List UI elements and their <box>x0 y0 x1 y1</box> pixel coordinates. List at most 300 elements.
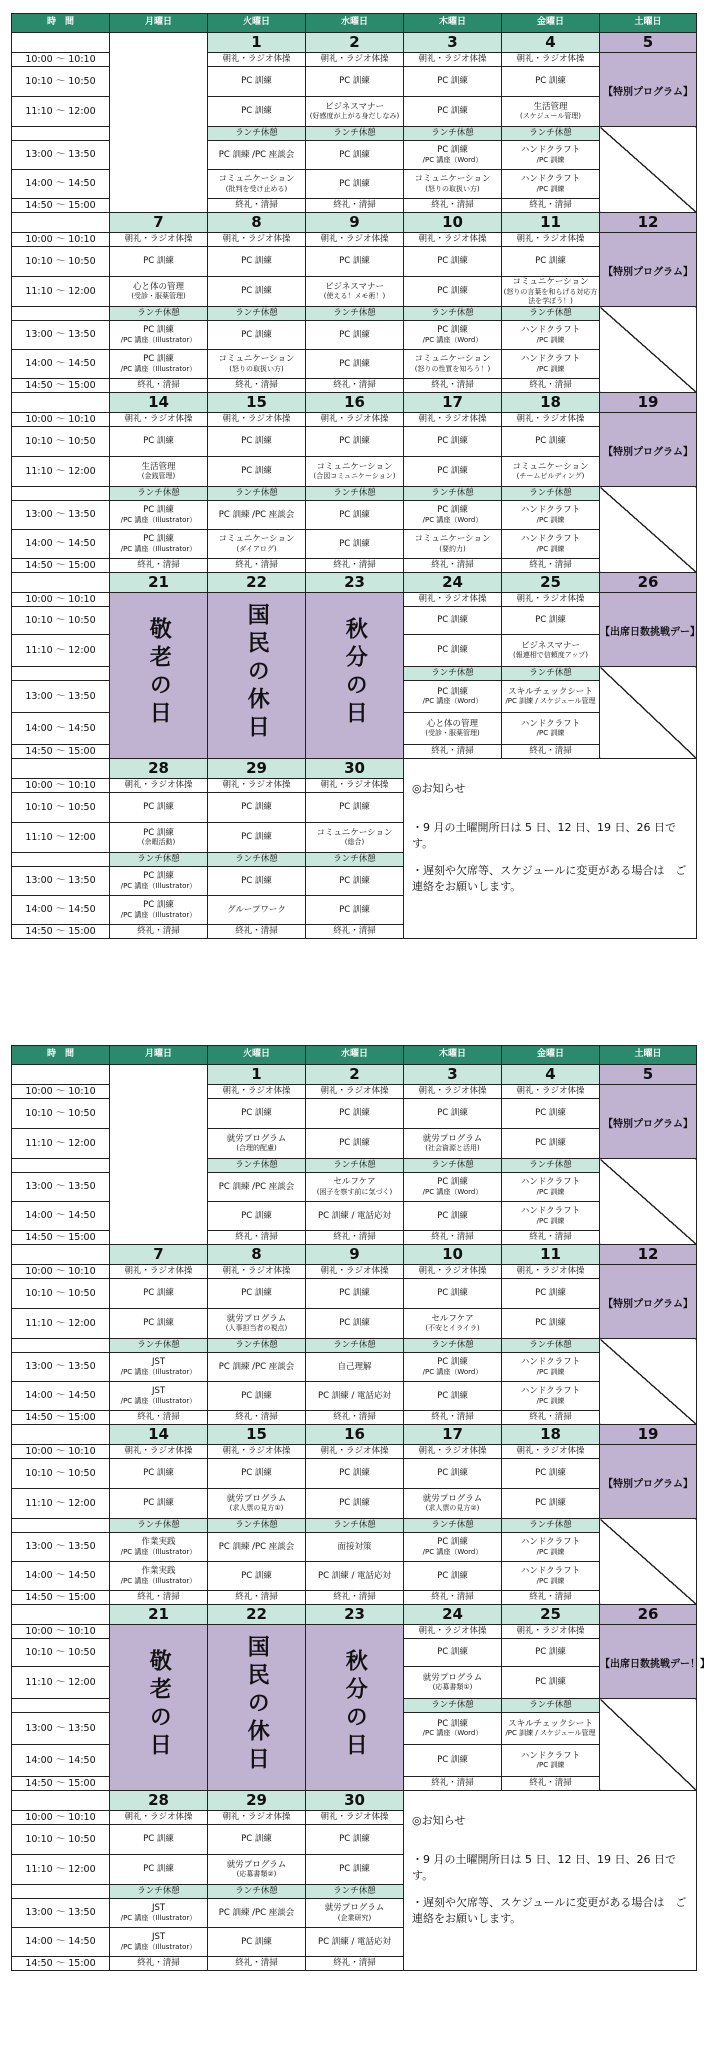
activity-cell-main: PC 訓練 <box>143 1498 174 1509</box>
activity-cell-sub: (総合) <box>344 838 365 847</box>
week-row <box>12 247 697 277</box>
activity-cell <box>306 1129 404 1159</box>
activity-cell <box>404 1309 502 1339</box>
time-blank-cell <box>12 213 110 233</box>
activity-cell <box>404 530 502 559</box>
activity-cell-sub: /PC 訓練 <box>536 1576 565 1585</box>
saturday-closed-cell <box>600 487 697 573</box>
shubun-holiday-label: 秋分の日 <box>342 617 368 729</box>
kokumin-holiday-cell <box>208 1625 306 1791</box>
activity-cell <box>404 350 502 379</box>
closing-cleanup-cell: 終礼・清掃 <box>502 1231 600 1245</box>
date-cell: 22 <box>208 573 306 593</box>
week-row <box>12 573 697 593</box>
activity-cell: PC 訓練 <box>306 1279 404 1309</box>
activity-cell <box>404 1713 502 1745</box>
activity-cell-main: コミュニケーション <box>512 461 589 472</box>
notice-title: ◎お知らせ <box>412 782 466 795</box>
time-cell: 14:50 ～ 15:00 <box>12 379 110 393</box>
time-cell: 10:00 ～ 10:10 <box>12 413 110 427</box>
activity-cell: PC 訓練 <box>306 793 404 823</box>
week-row <box>12 33 697 53</box>
time-cell: 10:00 ～ 10:10 <box>12 779 110 793</box>
week-row <box>12 427 697 457</box>
special-program-label: 【特別プログラム】 <box>603 1478 693 1490</box>
activity-cell-main: コミュニケーション <box>414 534 491 545</box>
week-row <box>12 1353 697 1382</box>
activity-cell-sub: (金銭管理) <box>141 472 176 481</box>
activity-cell-main: コミュニケーション <box>316 461 393 472</box>
date-cell: 1 <box>208 33 306 53</box>
activity-cell-main: PC 訓練 <box>143 900 174 911</box>
lunch-break-cell: ランチ休憩 <box>404 1339 502 1353</box>
morning-assembly-cell: 朝礼・ラジオ体操 <box>306 233 404 247</box>
closing-cleanup-cell: 終礼・清掃 <box>502 559 600 573</box>
activity-cell-main: JST <box>151 1903 166 1914</box>
header-row <box>12 14 697 33</box>
activity-cell-main: コミュニケーション <box>316 827 393 838</box>
activity-cell: PC 訓練 <box>110 793 208 823</box>
time-cell: 11:10 ～ 12:00 <box>12 1855 110 1885</box>
week-row <box>12 1425 697 1445</box>
lunch-break-cell: ランチ休憩 <box>208 307 306 321</box>
activity-cell <box>110 1562 208 1591</box>
activity-cell <box>208 1855 306 1885</box>
time-cell: 11:10 ～ 12:00 <box>12 1667 110 1699</box>
closing-cleanup-cell: 終礼・清掃 <box>208 1411 306 1425</box>
activity-cell <box>208 1562 306 1591</box>
activity-cell <box>404 1382 502 1411</box>
closing-cleanup-cell: 終礼・清掃 <box>306 1411 404 1425</box>
week-row <box>12 277 697 307</box>
activity-cell-main: PC 訓練 <box>437 325 468 336</box>
activity-cell-main: ハンドクラフト <box>520 1566 581 1577</box>
activity-cell-sub: /PC 講座（Illustrator） <box>120 515 197 524</box>
lunch-break-cell: ランチ休憩 <box>404 307 502 321</box>
date-cell: 16 <box>306 1425 404 1445</box>
lunch-break-cell: ランチ休憩 <box>208 127 306 141</box>
activity-cell-sub: /PC 講座（Word） <box>422 335 483 344</box>
activity-cell-sub: (報連相で信頼度アップ) <box>513 651 588 660</box>
activity-cell <box>306 170 404 199</box>
closing-cleanup-cell: 終礼・清掃 <box>306 1957 404 1971</box>
activity-cell <box>208 97 306 127</box>
activity-cell-sub: (応募書類②) <box>236 1870 277 1879</box>
activity-cell-sub: /PC 訓練 <box>536 515 565 524</box>
activity-cell-main: PC 訓練 <box>339 149 370 160</box>
time-cell: 10:00 ～ 10:10 <box>12 1265 110 1279</box>
activity-cell <box>306 1382 404 1411</box>
week-row <box>12 1605 697 1625</box>
activity-cell <box>208 1899 306 1928</box>
activity-cell-sub: /PC 訓練 / スケジュール管理 <box>505 697 596 706</box>
week-row <box>12 1445 697 1459</box>
lunch-break-cell: ランチ休憩 <box>404 1159 502 1173</box>
activity-cell-main: PC 訓練 <box>535 1498 566 1509</box>
morning-assembly-cell: 朝礼・ラジオ体操 <box>208 233 306 247</box>
activity-cell-sub: (求人票の見方②) <box>425 1504 480 1513</box>
time-cell: 14:00 ～ 14:50 <box>12 1202 110 1231</box>
activity-cell <box>208 457 306 487</box>
activity-cell <box>208 1353 306 1382</box>
activity-cell-main: PC 訓練 <box>437 466 468 477</box>
special-program-label: 【特別プログラム】 <box>603 86 693 98</box>
special-program-cell <box>600 53 697 127</box>
lunch-break-cell: ランチ休憩 <box>502 1339 600 1353</box>
activity-cell <box>110 350 208 379</box>
saturday-closed-cell <box>600 1339 697 1425</box>
date-cell: 10 <box>404 1245 502 1265</box>
activity-cell <box>208 1309 306 1339</box>
week-row <box>12 1065 697 1085</box>
activity-cell-main: 生活管理 <box>141 461 176 472</box>
week-row <box>12 759 697 779</box>
morning-assembly-cell: 朝礼・ラジオ体操 <box>208 413 306 427</box>
time-cell: 13:00 ～ 13:50 <box>12 501 110 530</box>
activity-cell-main: PC 訓練 <box>339 1498 370 1509</box>
time-cell: 14:00 ～ 14:50 <box>12 170 110 199</box>
lunch-break-cell: ランチ休憩 <box>208 487 306 501</box>
activity-cell: PC 訓練 <box>404 427 502 457</box>
time-cell: 10:00 ～ 10:10 <box>12 53 110 67</box>
date-cell: 24 <box>404 1605 502 1625</box>
activity-cell <box>208 867 306 896</box>
time-blank-cell <box>12 1519 110 1533</box>
activity-cell-main: コミュニケーション <box>512 277 589 288</box>
monday-blank-cell <box>110 1065 208 1245</box>
lunch-break-cell: ランチ休憩 <box>502 487 600 501</box>
activity-cell-main: PC 訓練 <box>143 325 174 336</box>
time-cell: 11:10 ～ 12:00 <box>12 277 110 307</box>
activity-cell-sub: /PC 訓練 <box>536 729 565 738</box>
activity-cell-main: PC 訓練 <box>241 1390 272 1401</box>
morning-assembly-cell: 朝礼・ラジオ体操 <box>404 1085 502 1099</box>
lunch-break-cell: ランチ休憩 <box>502 1159 600 1173</box>
week-row <box>12 487 697 501</box>
date-cell: 28 <box>110 759 208 779</box>
activity-cell-main: PC 訓練 <box>339 875 370 886</box>
time-blank-cell <box>12 1245 110 1265</box>
notice-line: ・遅刻や欠席等、スケジュールに変更がある場合は ご連絡をお願いします。 <box>412 863 687 893</box>
notice-line: ・9 月の土曜開所日は 5 日、12 日、19 日、26 日です。 <box>412 1852 676 1882</box>
activity-cell <box>208 501 306 530</box>
morning-assembly-cell: 朝礼・ラジオ体操 <box>306 53 404 67</box>
week-row <box>12 1533 697 1562</box>
activity-cell-main: PC 訓練 <box>143 354 174 365</box>
lunch-break-cell: ランチ休憩 <box>306 1885 404 1899</box>
week-row <box>12 593 697 607</box>
date-cell: 29 <box>208 759 306 779</box>
lunch-break-cell: ランチ休憩 <box>110 1519 208 1533</box>
activity-cell-main: PC 訓練 <box>143 827 174 838</box>
activity-cell-main: グループワーク <box>227 904 286 915</box>
activity-cell-sub: (怒りの言葉を和らげる対応方法を学ぼう！) <box>503 288 598 305</box>
activity-cell-sub: (社会資源と活用) <box>425 1144 480 1153</box>
activity-cell: PC 訓練 <box>404 1099 502 1129</box>
time-cell: 13:00 ～ 13:50 <box>12 1899 110 1928</box>
closing-cleanup-cell: 終礼・清掃 <box>404 1777 502 1791</box>
activity-cell-main: 就労プログラム <box>226 1313 287 1324</box>
date-cell: 18 <box>502 1425 600 1445</box>
week-row <box>12 1265 697 1279</box>
closing-cleanup-cell: 終礼・清掃 <box>208 559 306 573</box>
week-row <box>12 1245 697 1265</box>
date-cell: 23 <box>306 1605 404 1625</box>
activity-cell-main: コミュニケーション <box>414 174 491 185</box>
date-cell: 11 <box>502 1245 600 1265</box>
lunch-break-cell: ランチ休憩 <box>208 1159 306 1173</box>
notice-title: ◎お知らせ <box>412 1814 466 1827</box>
week-row <box>12 413 697 427</box>
date-cell: 18 <box>502 393 600 413</box>
activity-cell-main: PC 訓練 <box>437 145 468 156</box>
shubun-holiday-cell <box>306 593 404 759</box>
week-row <box>12 233 697 247</box>
date-cell: 30 <box>306 1791 404 1811</box>
date-cell: 4 <box>502 33 600 53</box>
activity-cell <box>502 713 600 745</box>
kokumin-holiday-label: 国民の休日 <box>244 1635 270 1775</box>
time-cell: 14:50 ～ 15:00 <box>12 1411 110 1425</box>
week-row <box>12 1279 697 1309</box>
time-cell: 10:00 ～ 10:10 <box>12 233 110 247</box>
header-cell: 時 間 <box>12 1046 110 1065</box>
activity-cell: PC 訓練 <box>208 1825 306 1855</box>
morning-assembly-cell: 朝礼・ラジオ体操 <box>208 779 306 793</box>
activity-cell <box>502 1745 600 1777</box>
activity-cell <box>404 1353 502 1382</box>
activity-cell-main: ハンドクラフト <box>520 145 581 156</box>
date-cell: 21 <box>110 1605 208 1625</box>
date-cell: 5 <box>600 1065 697 1085</box>
lunch-break-cell: ランチ休憩 <box>306 1339 404 1353</box>
date-cell: 12 <box>600 1245 697 1265</box>
time-cell: 13:00 ～ 13:50 <box>12 1533 110 1562</box>
week-row <box>12 1562 697 1591</box>
activity-cell-sub: /PC 講座（Word） <box>422 1729 483 1738</box>
week-row <box>12 1339 697 1353</box>
header-cell: 水曜日 <box>306 14 404 33</box>
date-cell: 10 <box>404 213 502 233</box>
activity-cell-main: 作業実践 <box>141 1566 176 1577</box>
keiro-holiday-cell <box>110 1625 208 1791</box>
activity-cell-sub: (怒りの取扱い方) <box>425 184 480 193</box>
activity-cell-main: ハンドクラフト <box>520 1750 581 1761</box>
activity-cell <box>306 1489 404 1519</box>
activity-cell-main: 生活管理 <box>533 101 568 112</box>
activity-cell-main: PC 訓練 /PC 座談会 <box>218 1361 295 1372</box>
week-row <box>12 457 697 487</box>
activity-cell-sub: /PC 講座（Word） <box>422 1187 483 1196</box>
special-program-cell <box>600 233 697 307</box>
closing-cleanup-cell: 終礼・清掃 <box>110 925 208 939</box>
morning-assembly-cell: 朝礼・ラジオ体操 <box>110 779 208 793</box>
date-cell: 22 <box>208 1605 306 1625</box>
activity-cell <box>208 170 306 199</box>
activity-cell <box>110 530 208 559</box>
activity-cell <box>208 141 306 170</box>
header-cell: 水曜日 <box>306 1046 404 1065</box>
time-cell: 10:00 ～ 10:10 <box>12 593 110 607</box>
activity-cell <box>404 1745 502 1777</box>
activity-cell: PC 訓練 <box>306 427 404 457</box>
activity-cell-sub: (不安とイライラ) <box>425 1324 480 1333</box>
activity-cell-main: PC 訓練 /PC 座談会 <box>218 1907 295 1918</box>
activity-cell-sub: (好感度が上がる身だしなみ) <box>309 112 400 121</box>
activity-cell-main: PC 訓練 <box>437 1537 468 1548</box>
date-cell: 9 <box>306 1245 404 1265</box>
morning-assembly-cell: 朝礼・ラジオ体操 <box>208 1085 306 1099</box>
activity-cell: PC 訓練 <box>208 247 306 277</box>
time-cell: 13:00 ～ 13:50 <box>12 321 110 350</box>
activity-cell-sub: /PC 講座（Illustrator） <box>120 881 197 890</box>
activity-cell-sub: /PC 訓練 <box>536 1367 565 1376</box>
activity-cell <box>306 896 404 925</box>
activity-cell-main: ビジネスマナー <box>324 101 385 112</box>
date-cell: 3 <box>404 33 502 53</box>
activity-cell-main: PC 訓練 /PC 座談会 <box>218 1181 295 1192</box>
time-cell: 14:00 ～ 14:50 <box>12 1745 110 1777</box>
activity-cell <box>208 823 306 853</box>
lunch-break-cell: ランチ休憩 <box>306 307 404 321</box>
activity-cell-sub: /PC 訓練 <box>536 1216 565 1225</box>
activity-cell <box>502 1667 600 1699</box>
activity-cell-main: PC 訓練 <box>339 538 370 549</box>
activity-cell: PC 訓練 <box>404 67 502 97</box>
closing-cleanup-cell: 終礼・清掃 <box>306 1231 404 1245</box>
activity-cell <box>404 1202 502 1231</box>
activity-cell-sub: (怒りの性質を知ろう！) <box>414 364 491 373</box>
activity-cell <box>502 141 600 170</box>
activity-cell <box>306 1202 404 1231</box>
shubun-holiday-cell <box>306 1625 404 1791</box>
morning-assembly-cell: 朝礼・ラジオ体操 <box>404 233 502 247</box>
lunch-break-cell: ランチ休憩 <box>502 127 600 141</box>
shubun-holiday-label: 秋分の日 <box>342 1649 368 1761</box>
morning-assembly-cell: 朝礼・ラジオ体操 <box>306 1265 404 1279</box>
activity-cell-main: PC 訓練 <box>437 1570 468 1581</box>
activity-cell: PC 訓練 <box>404 1279 502 1309</box>
activity-cell-sub: (余暇活動) <box>141 838 176 847</box>
activity-cell-main: PC 訓練 <box>241 832 272 843</box>
morning-assembly-cell: 朝礼・ラジオ体操 <box>306 1811 404 1825</box>
activity-cell-sub: /PC 講座（Illustrator） <box>120 1913 197 1922</box>
activity-cell <box>110 823 208 853</box>
date-cell: 1 <box>208 1065 306 1085</box>
header-cell: 木曜日 <box>404 1046 502 1065</box>
closing-cleanup-cell: 終礼・清掃 <box>306 1591 404 1605</box>
lunch-break-cell: ランチ休憩 <box>306 487 404 501</box>
activity-cell-sub: (受診・服薬管理) <box>131 292 186 301</box>
date-cell: 14 <box>110 1425 208 1445</box>
time-blank-cell <box>12 1339 110 1353</box>
time-blank-cell <box>12 33 110 53</box>
morning-assembly-cell: 朝礼・ラジオ体操 <box>110 233 208 247</box>
time-cell: 13:00 ～ 13:50 <box>12 681 110 713</box>
time-cell: 10:10 ～ 10:50 <box>12 67 110 97</box>
date-cell: 30 <box>306 759 404 779</box>
date-cell: 5 <box>600 33 697 53</box>
activity-cell-main: PC 訓練 /PC 座談会 <box>218 149 295 160</box>
time-cell: 14:00 ～ 14:50 <box>12 350 110 379</box>
special-program-label: 【特別プログラム】 <box>603 446 693 458</box>
activity-cell-main: PC 訓練 <box>437 106 468 117</box>
activity-cell-main: PC 訓練 <box>535 1677 566 1688</box>
activity-cell <box>208 530 306 559</box>
special-program-label: 【出席日数挑戦デー】 <box>600 626 700 638</box>
morning-assembly-cell: 朝礼・ラジオ体操 <box>110 1811 208 1825</box>
activity-cell-main: ハンドクラフト <box>520 1537 581 1548</box>
activity-cell-sub: /PC 講座（Word） <box>422 155 483 164</box>
activity-cell <box>404 1562 502 1591</box>
activity-cell-sub: /PC 訓練 <box>536 1187 565 1196</box>
activity-cell-sub: /PC 訓練 <box>536 335 565 344</box>
activity-cell <box>502 1353 600 1382</box>
saturday-closed-cell <box>600 1519 697 1605</box>
activity-cell-main: 自己理解 <box>337 1361 372 1372</box>
time-cell: 14:00 ～ 14:50 <box>12 530 110 559</box>
activity-cell-main: PC 訓練 <box>143 1318 174 1329</box>
time-cell: 10:10 ～ 10:50 <box>12 1639 110 1667</box>
activity-cell-main: PC 訓練 / 電話応対 <box>317 1390 392 1401</box>
activity-cell <box>306 1562 404 1591</box>
activity-cell-main: PC 訓練 <box>143 871 174 882</box>
activity-cell <box>502 1173 600 1202</box>
activity-cell <box>208 1202 306 1231</box>
activity-cell <box>502 1533 600 1562</box>
activity-cell-sub: (求人票の見方①) <box>229 1504 284 1513</box>
activity-cell-main: PC 訓練 <box>241 1210 272 1221</box>
morning-assembly-cell: 朝礼・ラジオ体操 <box>502 413 600 427</box>
activity-cell <box>502 321 600 350</box>
activity-cell <box>110 1855 208 1885</box>
week-row <box>12 1489 697 1519</box>
activity-cell <box>110 1382 208 1411</box>
lunch-break-cell: ランチ休憩 <box>306 127 404 141</box>
activity-cell <box>110 896 208 925</box>
activity-cell-main: PC 訓練 <box>241 286 272 297</box>
activity-cell-main: PC 訓練 / 電話応対 <box>317 1570 392 1581</box>
closing-cleanup-cell: 終礼・清掃 <box>306 559 404 573</box>
activity-cell <box>404 501 502 530</box>
time-cell: 10:10 ～ 10:50 <box>12 1279 110 1309</box>
activity-cell <box>208 1173 306 1202</box>
activity-cell <box>502 1382 600 1411</box>
activity-cell <box>404 1489 502 1519</box>
activity-cell-main: PC 訓練 <box>143 505 174 516</box>
closing-cleanup-cell: 終礼・清掃 <box>306 379 404 393</box>
header-cell: 時 間 <box>12 14 110 33</box>
activity-cell-sub: (困子を察す前に気づく) <box>316 1187 393 1196</box>
activity-cell-main: JST <box>151 1386 166 1397</box>
special-program-label: 【出席日数挑戦デー！】 <box>600 1658 710 1670</box>
week-row <box>12 213 697 233</box>
morning-assembly-cell: 朝礼・ラジオ体操 <box>404 53 502 67</box>
lunch-break-cell: ランチ休憩 <box>404 1699 502 1713</box>
activity-cell: PC 訓練 <box>404 607 502 635</box>
activity-cell <box>404 321 502 350</box>
activity-cell-sub: (要約力) <box>439 544 466 553</box>
closing-cleanup-cell: 終礼・清掃 <box>110 379 208 393</box>
lunch-break-cell: ランチ休憩 <box>502 667 600 681</box>
morning-assembly-cell: 朝礼・ラジオ体操 <box>502 233 600 247</box>
date-cell: 28 <box>110 1791 208 1811</box>
header-row <box>12 1046 697 1065</box>
time-cell: 14:50 ～ 15:00 <box>12 1957 110 1971</box>
morning-assembly-cell: 朝礼・ラジオ体操 <box>404 1625 502 1639</box>
activity-cell <box>404 1129 502 1159</box>
activity-cell-main: PC 訓練 <box>241 106 272 117</box>
